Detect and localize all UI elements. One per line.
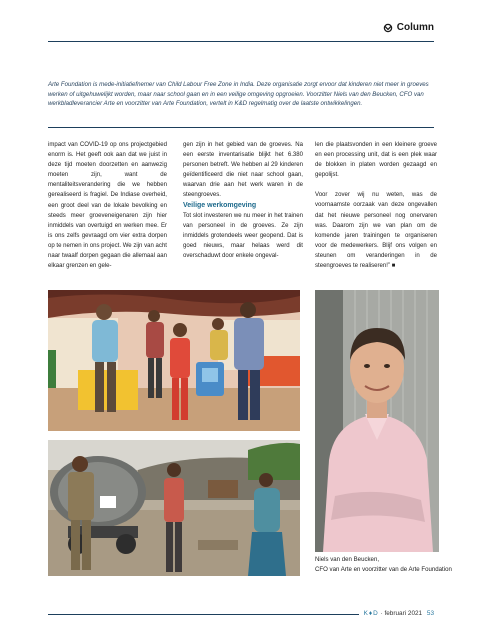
column-2-text-b: Tot slot investeren we nu meer in het trainen van personeel in de groeves. Ze zijn inmiddels grotendeels weer geopend. Dat is goed nieuws, maar helaas werd dit overschaduwt door enkele ongeval-: [183, 212, 303, 259]
column-icon: [383, 23, 393, 33]
section-label: Column: [396, 22, 434, 33]
article-column-2: [183, 140, 303, 261]
article-column-1: [48, 140, 167, 271]
column-3-text-b: Voor zover wij nu weten, was de voornaamste oorzaak van deze ongevallen dat het nieuwe personeel nog onervaren was. Daarom zijn we van plan om de komende jaren trainingen te organiseren voor de medewerkers. Blijf ons volgen en steunen om veranderingen in de steengroeves te realiseren!” ■: [315, 192, 437, 270]
section-header: [383, 22, 434, 33]
magazine-name: K♦D: [363, 610, 379, 617]
issue-date: · februari 2021: [378, 610, 423, 617]
page-footer: [359, 610, 434, 617]
article-column-3: [315, 140, 437, 271]
column-1-text: impact van COVID-19 op ons projectgebied enorm is. Het geeft ook aan dat we juist in deze tijd moeten doorzetten en aanwezig moeten zijn, want de mentaliteitsverandering die we hebben gerealiseerd is fragiel. De Indiase overheid, een groot deel van de lokale bevolking en steeds meer groeveneigenaren zijn hier inmiddels van overtuigd en werken mee. Er is ons zelfs gevraagd om vier extra dorpen op te nemen in ons project. We zijn van acht naar twaalf dorpen gegaan die allemaal aan elkaar grenzen en gele-: [48, 142, 167, 270]
page-number: 53: [426, 610, 434, 617]
photo-caption: [315, 555, 475, 575]
caption-role: CFO van Arte en voorzitter van de Arte Foundation: [315, 566, 452, 573]
column-2-text-a: gen zijn in het gebied van de groeves. Na een eerste inventarisatie blijkt het 6.380 personen betreft. We hebben al 29 kinderen geïdentificeerd die niet naar school gaan, waarvan drie aan het werk waren in de steengroeves.: [183, 142, 303, 199]
photo-food-distribution: [48, 290, 300, 431]
intro-paragraph: Arte Foundation is mede-initiatiefnemer van Child Labour Free Zone in India. Deze organisatie zorgt ervoor dat kinderen niet meer in groeves werken of uitgehuwelijkt worden, maar naar school gaan en in een veilige omgeving opgroeien. Voorzitter Niels van den Beucken, CFO van werkbladleverancier Arte en voorzitter van Arte Foundation, vertelt in K&D regelmatig over de laatste ontwikkelingen.: [48, 81, 429, 108]
column-3-text-a: len die plaatsvonden in een kleinere groeve en een processing unit, dat is een plek waar de blokken in platen worden gezaagd en gepolijst.: [315, 142, 437, 179]
portrait-photo: [315, 290, 439, 552]
photo-quarry-site: [48, 440, 300, 576]
end-mark: ■: [391, 263, 396, 270]
subheading: Veilige werkomgeving: [183, 201, 257, 209]
top-rule: [48, 41, 434, 42]
intro-rule: [48, 127, 434, 128]
caption-name: Niels van den Beucken,: [315, 556, 380, 563]
